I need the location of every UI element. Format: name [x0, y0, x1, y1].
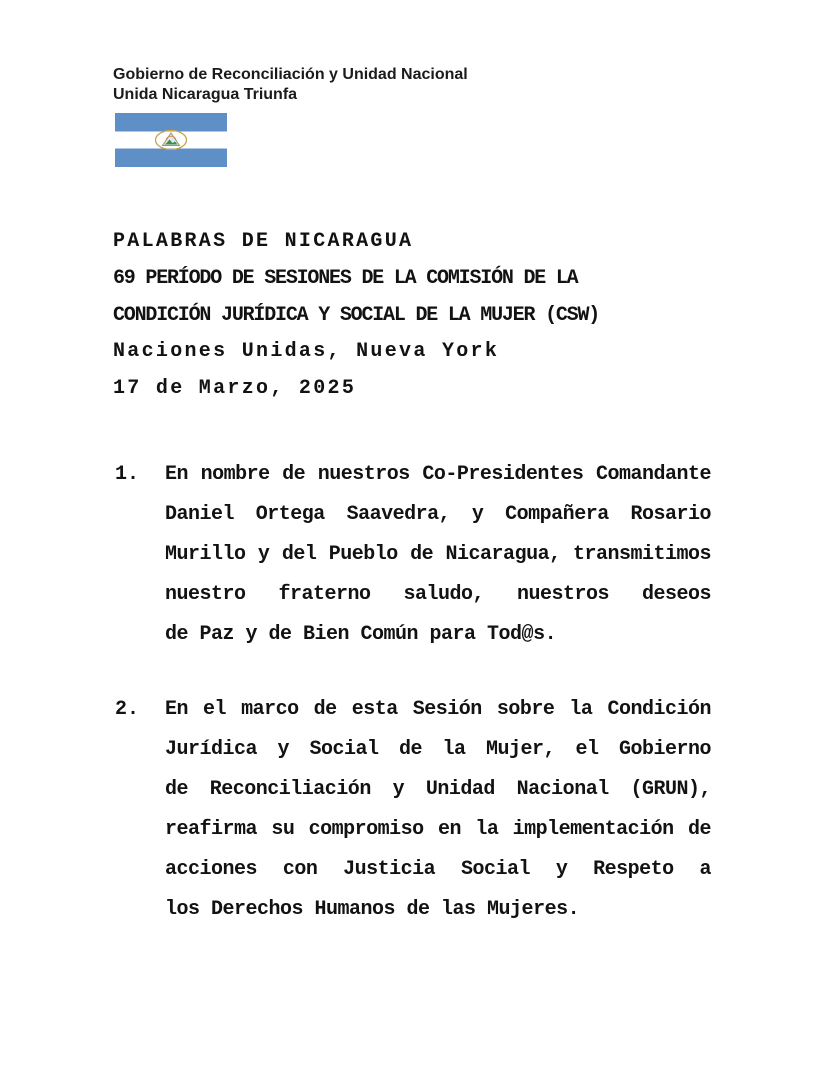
flag-blue-stripe-bottom: [115, 149, 227, 168]
nicaragua-flag-icon: [115, 113, 227, 167]
paragraph-2: [115, 690, 712, 930]
title-line-3: CONDICIÓN JURÍDICA Y SOCIAL DE LA MUJER (CSW): [113, 303, 600, 327]
paragraph-1-body: [165, 455, 711, 655]
letterhead-slogan-line: Unida Nicaragua Triunfa: [113, 86, 298, 103]
paragraph-1-line: Murillo y del Pueblo de Nicaragua, transmitimos: [165, 543, 711, 566]
paragraph-2-line: Jurídica y Social de la Mujer, el Gobierno: [165, 738, 711, 761]
nicaragua-flag-svg: [115, 113, 227, 167]
paragraph-1-line: de Paz y de Bien Común para Tod@s.: [165, 623, 557, 646]
paragraph-1-line: En nombre de nuestros Co-Presidentes Comandante: [165, 463, 711, 486]
paragraph-1-line: nuestro fraterno saludo, nuestros deseos: [165, 583, 711, 606]
title-line-location: Naciones Unidas, Nueva York: [113, 340, 500, 364]
title-block: [113, 224, 717, 408]
flag-blue-stripe-top: [115, 113, 227, 132]
letterhead: [113, 65, 468, 105]
paragraph-2-number: 2.: [115, 698, 140, 721]
title-line-date: 17 de Marzo, 2025: [113, 377, 357, 401]
paragraph-1-line: Daniel Ortega Saavedra, y Compañera Rosario: [165, 503, 711, 526]
paragraph-2-line: En el marco de esta Sesión sobre la Condición: [165, 698, 711, 721]
paragraph-1-number: 1.: [115, 463, 140, 486]
title-line-1: PALABRAS DE NICARAGUA: [113, 230, 414, 253]
paragraph-2-line: de Reconciliación y Unidad Nacional (GRUN),: [165, 778, 711, 801]
title-line-2: 69 PERÍODO DE SESIONES DE LA COMISIÓN DE LA: [113, 266, 578, 290]
paragraph-1: [115, 455, 712, 655]
paragraph-2-line: los Derechos Humanos de las Mujeres.: [165, 898, 580, 921]
paragraph-2-line: acciones con Justicia Social y Respeto a: [165, 858, 711, 881]
letterhead-government-line: Gobierno de Reconciliación y Unidad Nacional: [113, 66, 468, 83]
paragraph-2-body: [165, 690, 711, 930]
paragraph-2-line: reafirma su compromiso en la implementación de: [165, 818, 711, 841]
